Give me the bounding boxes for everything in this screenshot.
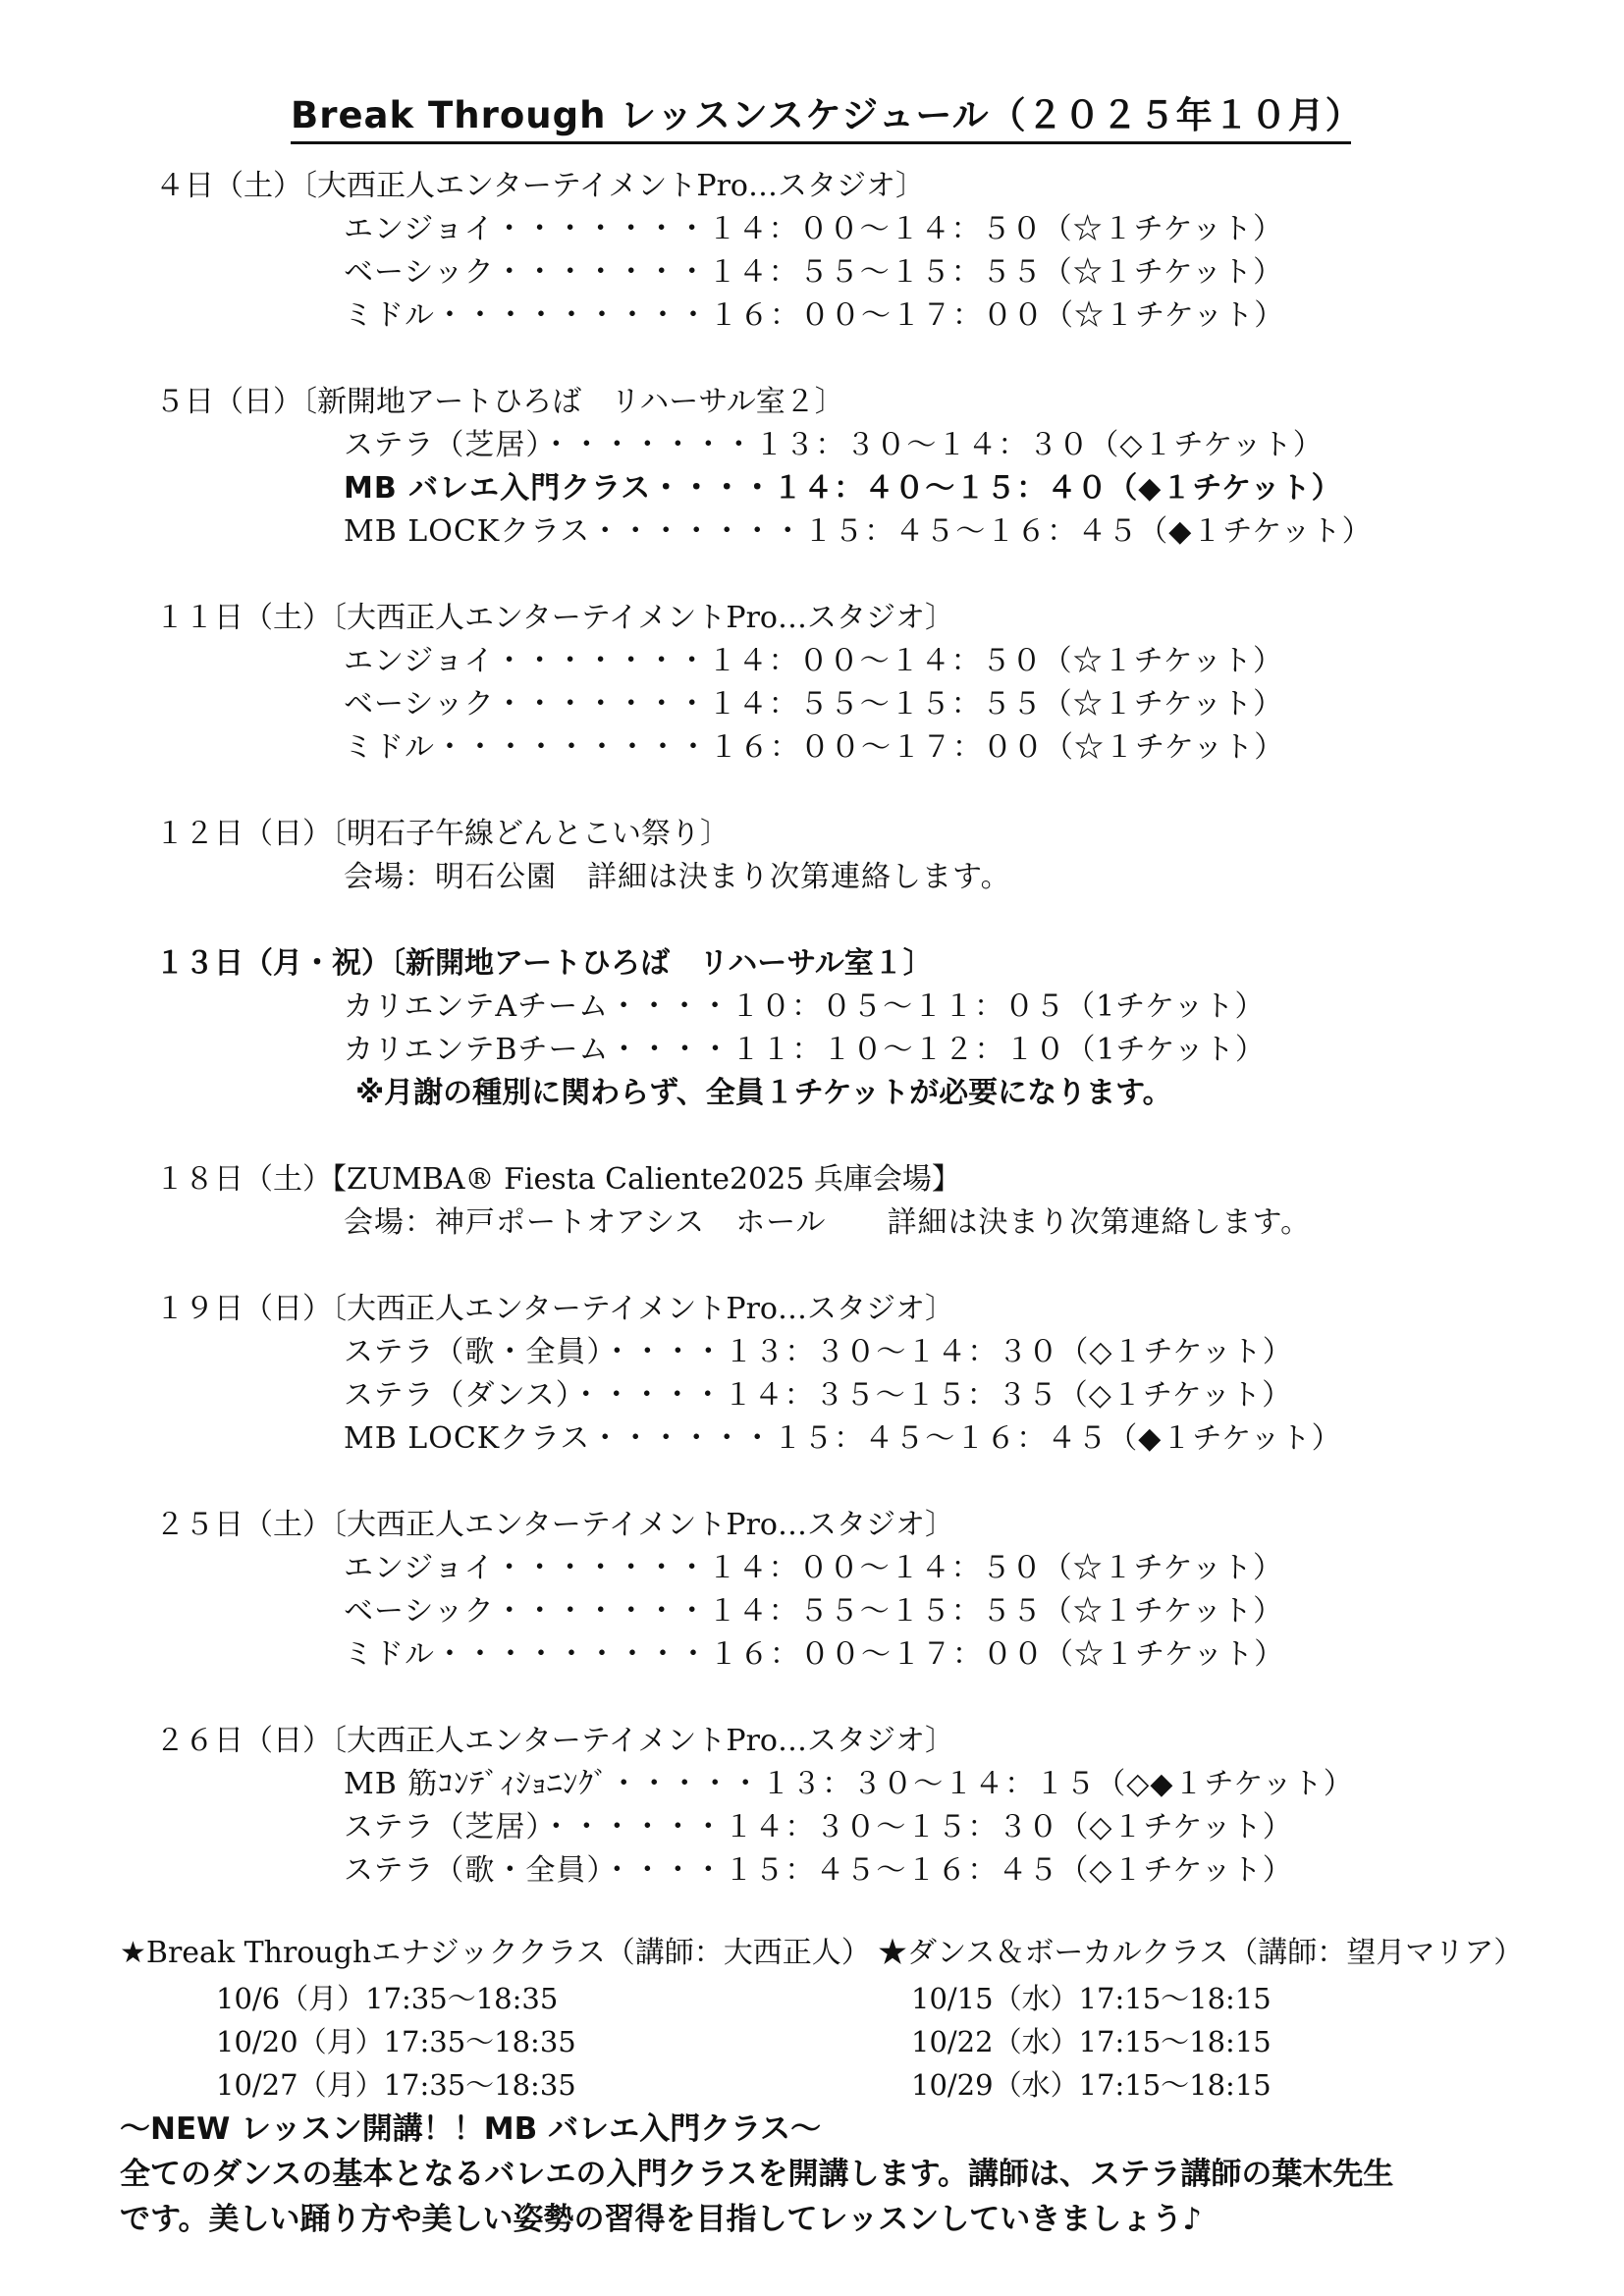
section-header: １８日（土）【ZUMBA® Fiesta Caliente2025 兵庫会場】 — [155, 1162, 961, 1197]
section-header: ２６日（日）〔大西正人エンターテイメントPro…スタジオ〕 — [155, 1724, 954, 1758]
dance-vocal-class-header: ★ダンス＆ボーカルクラス（講師：望月マリア） — [878, 1936, 1524, 1970]
footer-announcement-title: ～NEW レッスン開講！！MB バレエ入門クラス～ — [120, 2111, 822, 2147]
schedule-row: エンジョイ・・・・・・・１４：００～１４：５０（☆１チケット） — [344, 644, 1283, 678]
schedule-row: ステラ（芝居）・・・・・・・１３：３０～１４：３０（◇１チケット） — [344, 428, 1324, 462]
section-header: １３日（月・祝）〔新開地アートひろば リハーサル室１〕 — [155, 946, 933, 981]
schedule-row: ベーシック・・・・・・・１４：５５～１５：５５（☆１チケット） — [344, 255, 1284, 290]
schedule-row: エンジョイ・・・・・・・１４：００～１４：５０（☆１チケット） — [344, 212, 1283, 246]
page-title: Break Through レッスンスケジュール（２０２５年１０月） — [291, 92, 1351, 144]
section-header: ４日（土）〔大西正人エンターテイメントPro…スタジオ〕 — [155, 169, 925, 203]
schedule-row: MB LOCKクラス・・・・・・・１５：４５～１６：４５（◆１チケット） — [344, 514, 1373, 549]
class-date-row: 10/22（水）17:15～18:15 — [911, 2025, 1272, 2058]
schedule-row: ステラ（歌・全員）・・・・１３：３０～１４：３０（◇１チケット） — [344, 1335, 1293, 1369]
schedule-row: ステラ（ダンス）・・・・・１４：３５～１５：３５（◇１チケット） — [344, 1378, 1293, 1413]
section-header: １２日（日）〔明石子午線どんとこい祭り〕 — [155, 817, 730, 851]
schedule-row: エンジョイ・・・・・・・１４：００～１４：５０（☆１チケット） — [344, 1551, 1283, 1585]
schedule-row: カリエンテBチーム・・・・１１：１０～１２：１０（1チケット） — [344, 1033, 1266, 1067]
section-header: １１日（土）〔大西正人エンターテイメントPro…スタジオ〕 — [155, 601, 954, 635]
schedule-row: 会場：明石公園 詳細は決まり次第連絡します。 — [344, 860, 1011, 894]
schedule-row: ベーシック・・・・・・・１４：５５～１５：５５（☆１チケット） — [344, 1594, 1284, 1629]
class-date-row: 10/29（水）17:15～18:15 — [911, 2068, 1272, 2102]
footer-announcement-text: です。美しい踊り方や美しい姿勢の習得を目指してレッスンしていきましょう♪ — [120, 2202, 1202, 2237]
schedule-row: カリエンテAチーム・・・・１０：０５～１１：０５（1チケット） — [344, 989, 1266, 1024]
schedule-row: ミドル・・・・・・・・・１６：００～１７：００（☆１チケット） — [344, 730, 1285, 765]
section-header: １９日（日）〔大西正人エンターテイメントPro…スタジオ〕 — [155, 1292, 954, 1326]
schedule-row: 会場：神戸ポートオアシス ホール 詳細は決まり次第連絡します。 — [344, 1205, 1312, 1240]
footer-announcement-text: 全てのダンスの基本となるバレエの入門クラスを開講します。講師は、ステラ講師の葉木先生 — [120, 2157, 1394, 2192]
schedule-row: ステラ（歌・全員）・・・・１５：４５～１６：４５（◇１チケット） — [344, 1853, 1293, 1888]
class-date-row: 10/15（水）17:15～18:15 — [911, 1982, 1272, 2015]
section-header: ５日（日）〔新開地アートひろば リハーサル室２〕 — [155, 385, 844, 419]
energic-class-header: ★Break Throughエナジッククラス（講師：大西正人） — [120, 1936, 871, 1970]
schedule-row: ミドル・・・・・・・・・１６：００～１７：００（☆１チケット） — [344, 298, 1285, 333]
schedule-row: ベーシック・・・・・・・１４：５５～１５：５５（☆１チケット） — [344, 687, 1284, 721]
schedule-row: ステラ（芝居）・・・・・・１４：３０～１５：３０（◇１チケット） — [344, 1810, 1293, 1844]
section-header: ２５日（土）〔大西正人エンターテイメントPro…スタジオ〕 — [155, 1508, 954, 1542]
class-date-row: 10/27（月）17:35～18:35 — [216, 2068, 576, 2102]
schedule-row: MB 筋ｺﾝﾃﾞｨｼｮﾆﾝｸﾞ・・・・・１３：３０～１４：１５（◇◆１チケット） — [344, 1767, 1354, 1801]
class-date-row: 10/6（月）17:35～18:35 — [216, 1982, 559, 2015]
schedule-row: ミドル・・・・・・・・・１６：００～１７：００（☆１チケット） — [344, 1637, 1285, 1672]
schedule-row: MB LOCKクラス・・・・・・１５：４５～１６：４５（◆１チケット） — [344, 1421, 1342, 1456]
schedule-row: MB バレエ入門クラス・・・・１４：４０～１５：４０（◆１チケット） — [344, 471, 1342, 506]
class-date-row: 10/20（月）17:35～18:35 — [216, 2025, 576, 2058]
ticket-note: ※月謝の種別に関わらず、全員１チケットが必要になります。 — [355, 1076, 1172, 1110]
